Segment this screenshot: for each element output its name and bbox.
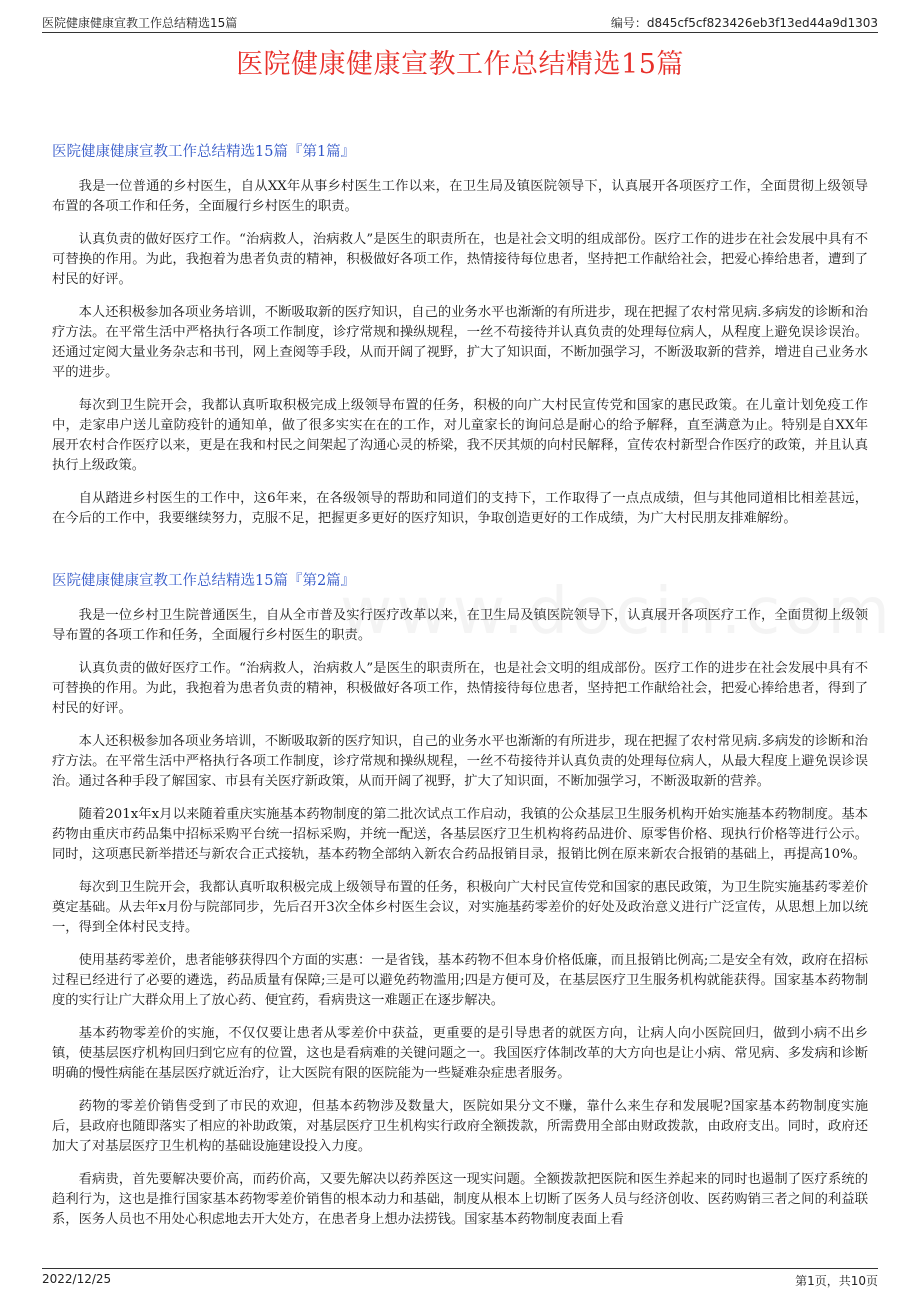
- header-doc-title: 医院健康健康宣教工作总结精选15篇: [42, 16, 238, 30]
- paragraph: 每次到卫生院开会，我都认真听取积极完成上级领导布置的任务，积极的向广大村民宣传党和国家的惠民政策。在儿童计划免疫工作中，走家串户送儿童防疫针的通知单，做了很多实实在在的工作，对儿童家长的询问总是耐心的给予解释，直至满意为止。特别是自XX年展开农村合作医疗以来，更是在我和村民之间架起了沟通心灵的桥梁，我不厌其烦的向村民解释，宣传农村新型合作医疗的政策，并且认真执行上级政策。: [52, 398, 868, 473]
- paragraph: 本人还积极参加各项业务培训，不断吸取新的医疗知识，自己的业务水平也渐渐的有所进步，现在把握了农村常见病.多病发的诊断和治疗方法。在平常生活中严格执行各项工作制度，诊疗常规和操纵规程，一丝不苟接待并认真负责的处理每位病人，从最大程度上避免误诊误治。通过各种手段了解国家、市县有关医疗新政策，从而开阔了视野，扩大了知识面，不断加强学习，不断汲取新的营养。: [52, 734, 868, 789]
- paragraph: 我是一位乡村卫生院普通医生，自从全市普及实行医疗改革以来，在卫生局及镇医院领导下，认真展开各项医疗工作，全面贯彻上级领导布置的各项工作和任务，全面履行乡村医生的职责。: [52, 608, 868, 643]
- header-doc-number: 编号：d845cf5cf823426eb3f13ed44a9d1303: [610, 16, 878, 30]
- document-body: [52, 140, 868, 1243]
- paragraph: 随着201x年x月以来随着重庆实施基本药物制度的第二批次试点工作启动，我镇的公众基层卫生服务机构开始实施基本药物制度。基本药物由重庆市药品集中招标采购平台统一招标采购，并统一配送，各基层医疗卫生机构将药品进价、原零售价格、现执行价格等进行公示。同时，这项惠民新举措还与新农合正式接轨，基本药物全部纳入新农合药品报销目录，报销比例在原来新农合报销的基础上，再提高10%。: [52, 807, 868, 862]
- section-2: [52, 569, 868, 1230]
- paragraph: 使用基药零差价，患者能够获得四个方面的实惠：一是省钱，基本药物不但本身价格低廉，而且报销比例高;二是安全有效，政府在招标过程已经进行了必要的遴选，药品质量有保障;三是可以避免药物滥用;四是方便可及，在基层医疗卫生服务机构就能获得。国家基本药物制度的实行让广大群众用上了放心药、便宜药，看病贵这一难题正在逐步解决。: [52, 953, 868, 1008]
- page-header: [42, 12, 878, 33]
- section-heading: 医院健康健康宣教工作总结精选15篇『第1篇』: [52, 144, 356, 160]
- paragraph: 看病贵，首先要解决要价高，而药价高，又要先解决以药养医这一现实问题。全额拨款把医院和医生养起来的同时也遏制了医疗系统的趋利行为，这也是推行国家基本药物零差价销售的根本动力和基础，制度从根本上切断了医务人员与经济创收、医药购销三者之间的利益联系，医务人员也不用处心积虑地去开大处方，在患者身上想办法捞钱。国家基本药物制度表面上看: [52, 1172, 868, 1227]
- footer-page-number: 第1页，共10页: [795, 1274, 878, 1288]
- paragraph: 自从踏进乡村医生的工作中，这6年来，在各级领导的帮助和同道们的支持下，工作取得了一点点成绩，但与其他同道相比相差甚远，在今后的工作中，我要继续努力，克服不足，把握更多更好的医疗知识，争取创造更好的工作成绩，为广大村民朋友排难解纷。: [52, 491, 868, 526]
- paragraph: 认真负责的做好医疗工作。“治病救人，治病救人”是医生的职责所在，也是社会文明的组成部份。医疗工作的进步在社会发展中具有不可替换的作用。为此，我抱着为患者负责的精神，积极做好各项工作，热情接待每位患者，坚持把工作献给社会，把爱心捧给患者，遭到了村民的好评。: [52, 232, 868, 287]
- paragraph: 我是一位普通的乡村医生，自从XX年从事乡村医生工作以来，在卫生局及镇医院领导下，认真展开各项医疗工作，全面贯彻上级领导布置的各项工作和任务，全面履行乡村医生的职责。: [52, 179, 868, 214]
- section-1: [52, 140, 868, 529]
- paragraph: 药物的零差价销售受到了市民的欢迎，但基本药物涉及数量大，医院如果分文不赚，靠什么来生存和发展呢?国家基本药物制度实施后，县政府也随即落实了相应的补助政策，对基层医疗卫生机构实行政府全额拨款，所需费用全部由财政拨款，由政府支出。同时，政府还加大了对基层医疗卫生机构的基础设施建设投入力度。: [52, 1099, 868, 1154]
- paragraph: 基本药物零差价的实施，不仅仅要让患者从零差价中获益，更重要的是引导患者的就医方向，让病人向小医院回归，做到小病不出乡镇，使基层医疗机构回归到它应有的位置，这也是看病难的关键问题之一。我国医疗体制改革的大方向也是让小病、常见病、多发病和诊断明确的慢性病能在基层医疗就近治疗，让大医院有限的医院能为一些疑难杂症患者服务。: [52, 1026, 868, 1081]
- page-footer: [42, 1268, 878, 1287]
- footer-date: 2022/12/25: [42, 1272, 112, 1286]
- paragraph: 认真负责的做好医疗工作。“治病救人，治病救人”是医生的职责所在，也是社会文明的组成部份。医疗工作的进步在社会发展中具有不可替换的作用。为此，我抱着为患者负责的精神，积极做好各项工作，热情接待每位患者，坚持把工作献给社会，把爱心捧给患者，得到了村民的好评。: [52, 661, 868, 716]
- section-heading: 医院健康健康宣教工作总结精选15篇『第2篇』: [52, 573, 356, 589]
- paragraph: 本人还积极参加各项业务培训，不断吸取新的医疗知识，自己的业务水平也渐渐的有所进步，现在把握了农村常见病.多病发的诊断和治疗方法。在平常生活中严格执行各项工作制度，诊疗常规和操纵规程，一丝不苟接待并认真负责的处理每位病人，从程度上避免误诊误治。还通过定阅大量业务杂志和书刊，网上查阅等手段，从而开阔了视野，扩大了知识面，不断加强学习，不断汲取新的营养，增进自己业务水平的进步。: [52, 305, 868, 380]
- paragraph: 每次到卫生院开会，我都认真听取积极完成上级领导布置的任务，积极向广大村民宣传党和国家的惠民政策，为卫生院实施基药零差价奠定基础。从去年x月份与院部同步，先后召开3次全体乡村医生会议，对实施基药零差价的好处及政治意义进行广泛宣传，从思想上加以统一，得到全体村民支持。: [52, 880, 868, 935]
- page-title: 医院健康健康宣教工作总结精选15篇: [236, 49, 684, 80]
